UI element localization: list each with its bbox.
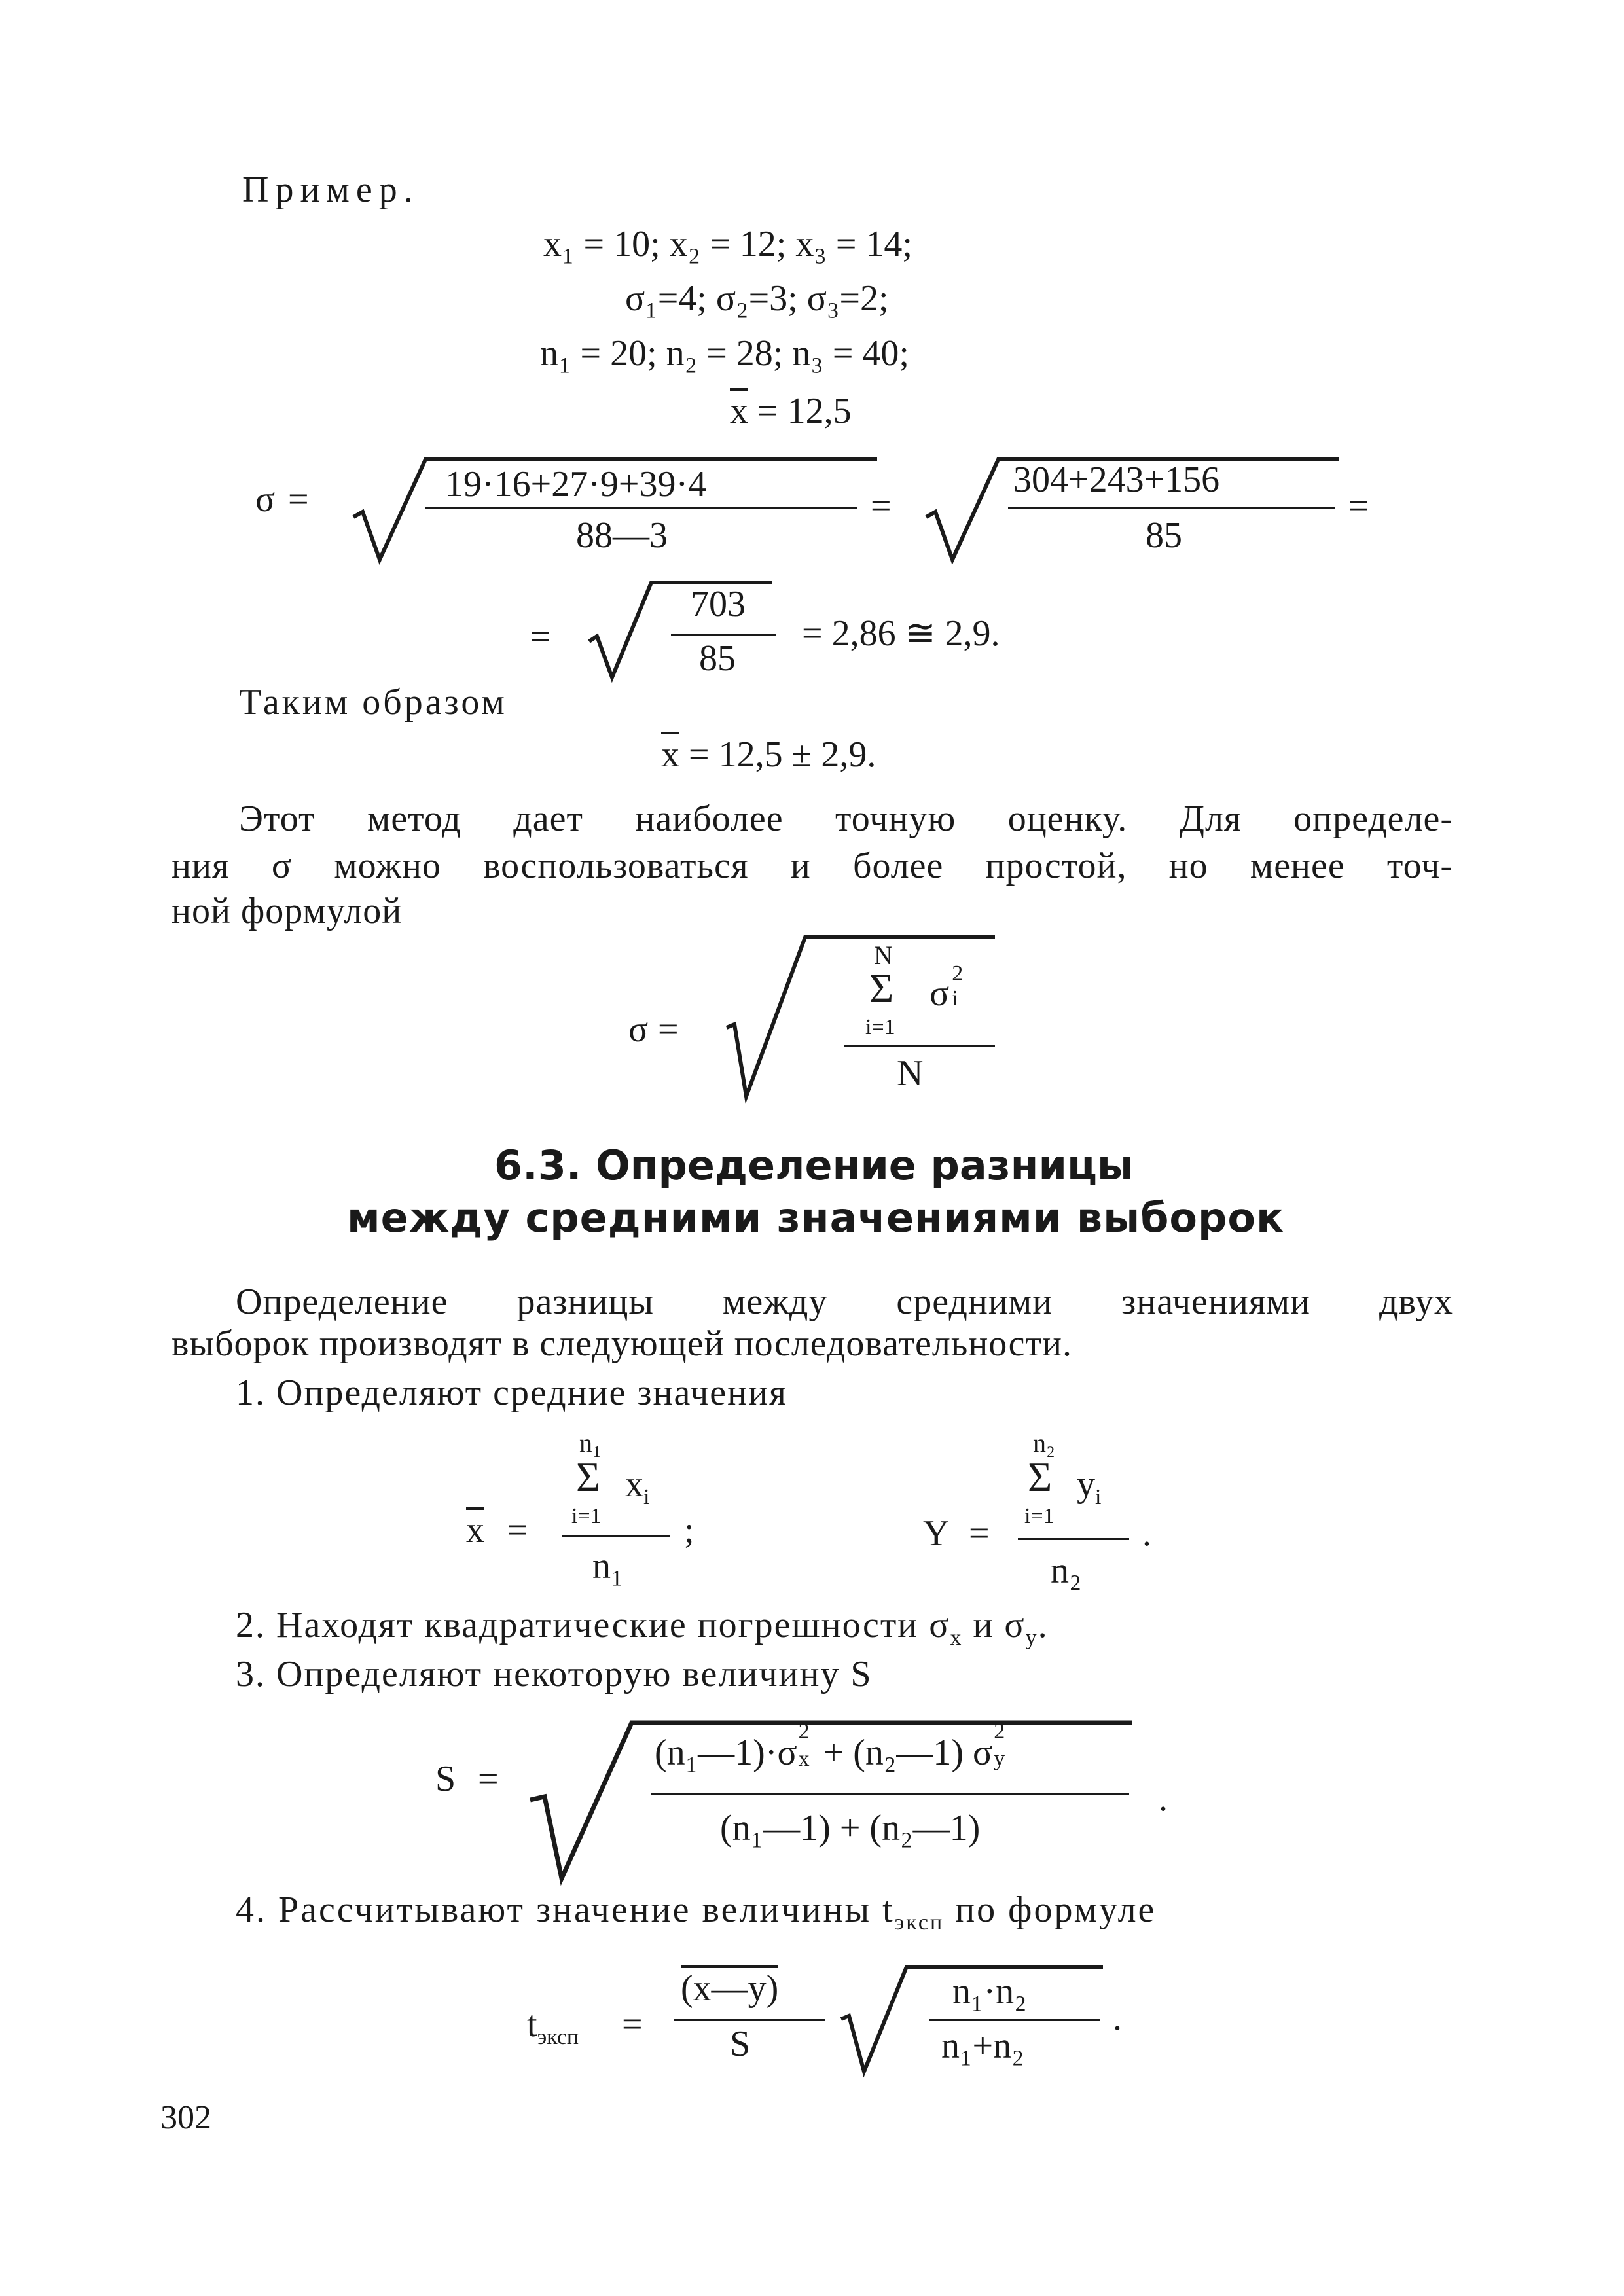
- paragraph-line: Определение разницы между средними значениями двух: [236, 1282, 1453, 1322]
- example-n-values: n₁ = 20; n₂ = 28; n₃ = 40;: [540, 333, 909, 374]
- sum-sign: Σ: [1028, 1454, 1053, 1500]
- equals-sign: =: [530, 617, 551, 657]
- denominator-1: 88—3: [576, 515, 668, 556]
- s-numerator: (n₁—1)·σ 2 x + (n₂—1) σ 2 y: [655, 1719, 1005, 1773]
- fraction-bar-4: [844, 1045, 995, 1047]
- fraction-bar-2: [1008, 507, 1335, 509]
- paragraph-line: ния σ можно воспользоваться и более простой, но менее точ-: [171, 846, 1453, 886]
- step-3: 3. Определяют некоторую величину S: [236, 1654, 873, 1695]
- fraction-bar-1: [425, 507, 857, 509]
- equals-sign: =: [622, 2004, 643, 2045]
- rad-denominator: n₁+n₂: [941, 2026, 1024, 2066]
- y-sum-upper: n₂: [1033, 1428, 1055, 1458]
- rad-numerator: n₁·n₂: [952, 1971, 1027, 2012]
- rad-fraction-bar: [929, 2019, 1100, 2021]
- paragraph-line: ной формулой: [171, 891, 403, 931]
- radical-sign-3: [589, 576, 779, 681]
- x-sum-term: $x_i$: [625, 1464, 650, 1510]
- denominator-4: N: [897, 1053, 924, 1094]
- s-fraction-bar: [651, 1793, 1129, 1795]
- sigma-result: = 2,86 ≅ 2,9.: [802, 613, 1000, 654]
- equals-sign: =: [658, 1009, 679, 1050]
- mean-value: = 12,5: [748, 391, 852, 431]
- equals-sign: =: [1348, 486, 1369, 526]
- mean-x-symbol: x: [730, 388, 748, 431]
- denominator-2: 85: [1146, 515, 1182, 556]
- example-label: Пример.: [242, 170, 420, 210]
- formula-end: .: [1142, 1513, 1151, 1554]
- numerator-3: 703: [691, 586, 746, 622]
- y-sum-term: $y_i$: [1077, 1464, 1102, 1510]
- s-lhs: S: [435, 1759, 456, 1799]
- example-x-values: x₁ = 10; x₂ = 12; x₃ = 14;: [543, 224, 912, 264]
- y-fraction-bar: [1018, 1538, 1129, 1540]
- equals-sign: =: [288, 479, 309, 520]
- x-sum-upper: n₁: [579, 1428, 602, 1458]
- example-mean: [730, 393, 852, 429]
- conclusion-formula: [661, 736, 876, 773]
- equals-sign: =: [969, 1513, 990, 1554]
- conclusion-value: = 12,5 ± 2,9.: [679, 734, 876, 775]
- numerator-1: 19·16+27·9+39·4: [445, 464, 707, 505]
- step-2: 2. Находят квадратические погрешности $\sigma_x$ и $\sigma_y$.: [236, 1605, 1049, 1651]
- x-denominator: n₁: [592, 1546, 624, 1587]
- denominator-3: 85: [699, 638, 736, 679]
- sigma-symbol: σ: [255, 479, 276, 520]
- equals-sign: =: [507, 1510, 528, 1551]
- paragraph-line: выборок производят в следующей последовательности.: [171, 1323, 1072, 1364]
- radical-sign-4: [727, 929, 1001, 1100]
- t-fraction-bar: [674, 2019, 825, 2021]
- y-denominator: n₂: [1051, 1551, 1082, 1591]
- step-4: 4. Рассчитывают значение величины $t_{эксп}$ по формуле: [236, 1890, 1157, 1935]
- sum-term: σ 2 i: [929, 961, 964, 1014]
- sum-sign: Σ: [869, 965, 894, 1011]
- section-title: между средними значениями выборок: [347, 1194, 1285, 1242]
- x-sum-lower: i=1: [571, 1504, 602, 1528]
- sum-upper-limit: N: [874, 941, 893, 970]
- t-denominator: S: [730, 2024, 751, 2064]
- example-sigma-values: σ₁=4; σ₂=3; σ₃=2;: [625, 278, 889, 319]
- mean-x-symbol: x: [661, 732, 679, 775]
- sum-sign: Σ: [576, 1454, 601, 1500]
- sigma-symbol: σ: [628, 1009, 649, 1050]
- paragraph-line: Этот метод дает наиболее точную оценку. Для определе-: [239, 798, 1453, 839]
- s-denominator: (n₁—1) + (n₂—1): [720, 1808, 981, 1848]
- x-fraction-bar: [562, 1535, 670, 1537]
- formula-end: .: [1113, 1998, 1122, 2038]
- page-number: 302: [160, 2099, 211, 2136]
- x-mean-lhs: x: [466, 1512, 484, 1549]
- t-numerator: (x—y): [681, 1970, 778, 2007]
- y-sum-lower: i=1: [1024, 1504, 1055, 1528]
- numerator-2: 304+243+156: [1013, 459, 1220, 500]
- separator: ;: [684, 1510, 695, 1551]
- sum-lower-limit: i=1: [865, 1015, 895, 1039]
- equals-sign: =: [871, 486, 892, 526]
- formula-end: .: [1159, 1778, 1168, 1819]
- section-title: 6.3. Определение разницы: [494, 1141, 1134, 1189]
- fraction-bar-3: [671, 634, 776, 636]
- conclusion-label: Таким образом: [239, 682, 507, 723]
- t-lhs: $t_{эксп}$: [527, 2004, 579, 2050]
- equals-sign: =: [478, 1759, 499, 1799]
- step-1: 1. Определяют средние значения: [236, 1372, 787, 1413]
- y-mean-lhs: Y: [923, 1513, 950, 1554]
